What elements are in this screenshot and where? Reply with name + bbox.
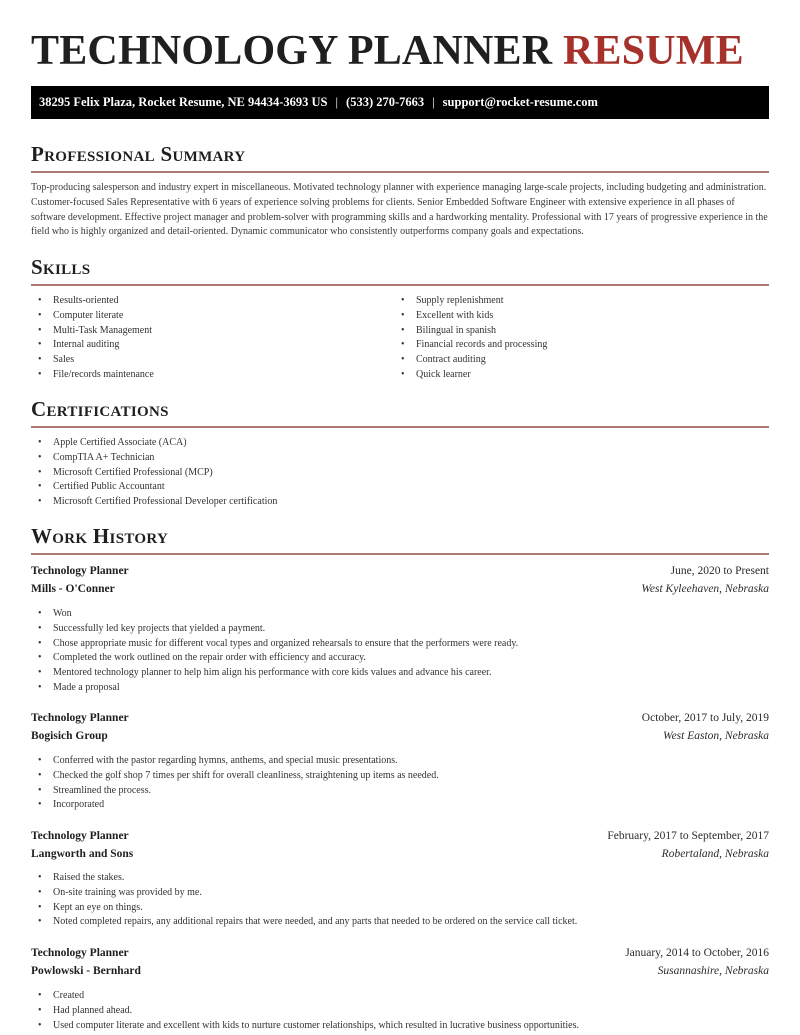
certification-item: • Microsoft Certified Professional Developer certification [31,495,277,510]
summary-text: Top-producing salesperson and industry expert in miscellaneous. Motivated technology planner with experience managing large-scale projects, including budgeting and administration. Customer-focused Sales Representative with 6 years of experience solving problems for clients. Senior Embedded Software Engineer with extensive experience in all phases of software development. Effective project manager and problem-solver with programming skills and a hardworking mentality. Professional with 17 years of progressive experience in the field who is highly organized and detail-oriented. Dynamic communicator who consistently outperforms company goals and expectations. [31,182,768,238]
job-bullet: • Checked the golf shop 7 times per shift for overall cleanliness, straightening up items as needed. [31,769,439,784]
job-title: Technology Planner [31,565,129,577]
job-location: Susannashire, Nebraska [657,965,769,977]
skill-item: • Financial records and processing [394,338,547,353]
certification-item: • Certified Public Accountant [31,480,277,495]
job-bullet: • Won [31,607,518,622]
resume-title [31,28,744,74]
section-title-summary: Professional Summary [31,142,246,166]
skill-item: • Sales [31,353,154,368]
section-divider [31,426,769,428]
contact-bar [31,86,769,119]
job-bullet: • Conferred with the pastor regarding hymns, anthems, and special music presentations. [31,754,439,769]
job-bullet: • Completed the work outlined on the repair order with efficiency and accuracy. [31,651,518,666]
job-dates: June, 2020 to Present [670,565,769,577]
job-bullet: • Made a proposal [31,681,518,696]
job-location: West Easton, Nebraska [663,730,769,742]
skill-item: • Computer literate [31,309,154,324]
job-bullets [31,989,579,1033]
title-main: TECHNOLOGY PLANNER [31,28,553,74]
skills-list-left [31,294,154,383]
job-bullet: • Successfully led key projects that yielded a payment. [31,622,518,637]
skills-list-right [394,294,547,383]
job-bullet: • Created [31,989,579,1004]
certification-item: • CompTIA A+ Technician [31,451,277,466]
skill-item: • Internal auditing [31,338,154,353]
job-bullet: • On-site training was provided by me. [31,886,577,901]
job-company: Langworth and Sons [31,848,134,860]
job-dates: October, 2017 to July, 2019 [641,712,769,724]
section-divider [31,284,769,286]
job-bullet: • Noted completed repairs, any additional repairs that were needed, and any parts that needed to be ordered on the service call ticket. [31,915,577,930]
skill-item: • Bilingual in spanish [394,324,547,339]
job-title: Technology Planner [31,830,129,842]
skill-item: • Excellent with kids [394,309,547,324]
job-title: Technology Planner [31,712,129,724]
section-divider [31,171,769,173]
job-bullet: • Had planned ahead. [31,1004,579,1019]
job-location: West Kyleehaven, Nebraska [641,583,769,595]
contact-separator: | [335,95,339,109]
section-divider [31,553,769,555]
job-company: Mills - O'Conner [31,583,115,595]
job-bullet: • Mentored technology planner to help him align his performance with core kids values and advance his career. [31,666,518,681]
certifications-list [31,436,277,510]
job-bullet: • Incorporated [31,798,439,813]
job-dates: January, 2014 to October, 2016 [625,947,769,959]
job-bullet: • Chose appropriate music for different vocal types and organized rehearsals to ensure that the performers were ready. [31,637,518,652]
contact-separator: | [432,95,435,109]
job-bullet: • Raised the stakes. [31,871,577,886]
job-company: Bogisich Group [31,730,108,742]
skill-item: • File/records maintenance [31,368,154,383]
job-title: Technology Planner [31,947,129,959]
job-bullets [31,871,577,930]
job-bullet: • Streamlined the process. [31,784,439,799]
job-bullet: • Used computer literate and excellent with kids to nurture customer relationships, which resulted in lucrative business opportunities. [31,1019,579,1034]
skill-item: • Quick learner [394,368,547,383]
certification-item: • Apple Certified Associate (ACA) [31,436,277,451]
contact-address: 38295 Felix Plaza, Rocket Resume, NE 94434-3693 US [39,95,328,109]
certification-item: • Microsoft Certified Professional (MCP) [31,466,277,481]
contact-phone: (533) 270-7663 [346,95,425,109]
skill-item: • Supply replenishment [394,294,547,309]
skill-item: • Results-oriented [31,294,154,309]
section-title-work-history: Work History [31,524,169,548]
job-bullets [31,754,439,813]
job-company: Powlowski - Bernhard [31,965,141,977]
job-bullets [31,607,518,696]
contact-email: support@rocket-resume.com [442,95,598,109]
job-location: Robertaland, Nebraska [661,848,769,860]
title-accent: RESUME [562,28,744,74]
section-title-certifications: Certifications [31,397,169,421]
job-bullet: • Kept an eye on things. [31,901,577,916]
job-dates: February, 2017 to September, 2017 [607,830,769,842]
section-title-skills: Skills [31,255,91,279]
skill-item: • Contract auditing [394,353,547,368]
skill-item: • Multi-Task Management [31,324,154,339]
